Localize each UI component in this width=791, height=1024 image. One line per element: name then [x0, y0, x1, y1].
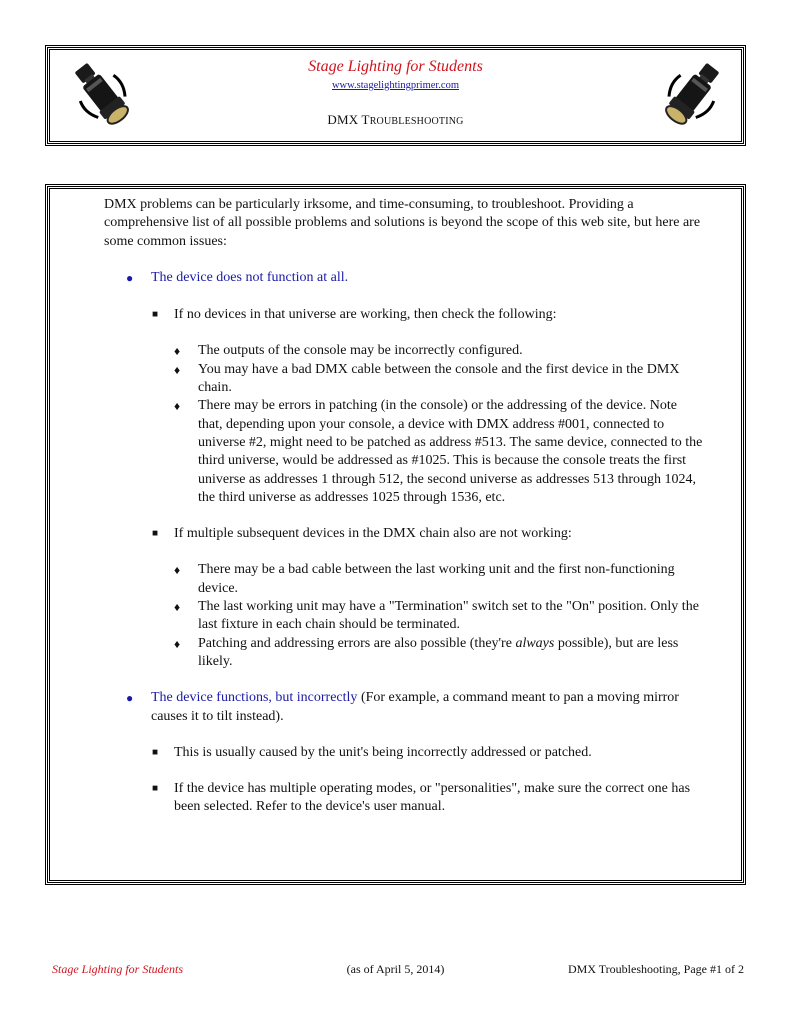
issue-detail: (For example, a command meant to pan a moving mirror causes it to tilt instead).: [151, 690, 679, 724]
diamond-bullet-icon: ♦: [174, 362, 181, 377]
check-item: [104, 598, 704, 635]
diamond-bullet-icon: ♦: [174, 344, 181, 359]
sub-item: [104, 306, 704, 324]
bullet-dot-icon: ●: [126, 691, 134, 706]
issue-heading: The device does not function at all.: [151, 269, 349, 285]
diamond-bullet-icon: ♦: [174, 563, 181, 578]
check-item: [104, 342, 704, 360]
issue-item: [104, 269, 704, 287]
sub-item-text: This is usually caused by the unit's being incorrectly addressed or patched.: [174, 744, 592, 760]
check-item: [104, 561, 704, 598]
diamond-bullet-icon: ♦: [174, 399, 181, 414]
diamond-bullet-icon: ♦: [174, 636, 181, 651]
check-item-text: You may have a bad DMX cable between the console and the first device in the DMX chain.: [198, 361, 680, 396]
site-title: Stage Lighting for Students: [308, 58, 483, 75]
sub-item-text: If multiple subsequent devices in the DMX chain also are not working:: [174, 526, 572, 542]
sub-item-text: If no devices in that universe are working, then check the following:: [174, 307, 557, 323]
sub-item-text: If the device has multiple operating modes, or "personalities", make sure the correct one has been selected. Refer to the device's user manual.: [174, 781, 691, 815]
square-bullet-icon: ■: [152, 309, 159, 321]
issue-heading: The device functions, but incorrectly: [151, 690, 358, 706]
check-item-text: The outputs of the console may be incorrectly configured.: [198, 343, 523, 359]
issue-item: [104, 689, 704, 726]
check-item-emphasis: always: [515, 635, 555, 651]
check-item-text: There may be a bad cable between the last working unit and the first non-functioning device.: [198, 562, 675, 596]
diamond-bullet-icon: ♦: [174, 600, 181, 615]
check-item-text-after: possible), but are less likely.: [198, 635, 679, 669]
sub-item: [104, 780, 704, 817]
page-title-first: DMX T: [327, 112, 370, 127]
intro-paragraph: DMX problems can be particularly irksome, and time-consuming, to troubleshoot. Providing a comprehensive list of all possible problems and solutions is beyond the scope of this web site, but here are some common issues:: [104, 197, 701, 249]
check-item: [104, 397, 704, 507]
footer-page-number: DMX Troubleshooting, Page #1 of 2: [567, 962, 744, 976]
check-item-text-before: Patching and addressing errors are also possible (they're: [198, 635, 516, 651]
sub-item: [104, 744, 704, 762]
square-bullet-icon: ■: [152, 528, 159, 540]
site-url-link[interactable]: www.stagelightingprimer.com: [331, 80, 460, 91]
square-bullet-icon: ■: [152, 746, 159, 758]
check-item: [104, 635, 704, 672]
check-item-text: There may be errors in patching (in the console) or the addressing of the device. Note that, depending upon your console, a device with DMX address #001, connected to universe #2, might need to be patched as address #513. The same device, connected to the third universe, would be addressed as #1025. This is because the console treats the first universe as addresses 1 through 512, the second universe as addresses 513 through 1024, the third universe as addresses 1025 through 1536, etc.: [198, 398, 703, 505]
square-bullet-icon: ■: [152, 783, 159, 795]
page-title: [0, 112, 791, 128]
bullet-dot-icon: ●: [126, 270, 134, 285]
footer-site-title: Stage Lighting for Students: [52, 962, 184, 976]
check-item-text: The last working unit may have a "Termination" switch set to the "On" position. Only the last fixture in each chain should be terminated.: [198, 599, 699, 633]
footer-date: (as of April 5, 2014): [346, 962, 445, 976]
sub-item: [104, 525, 704, 543]
page-title-rest: ROUBLESHOOTING: [369, 116, 464, 127]
content: [104, 196, 704, 817]
check-item: [104, 361, 704, 398]
